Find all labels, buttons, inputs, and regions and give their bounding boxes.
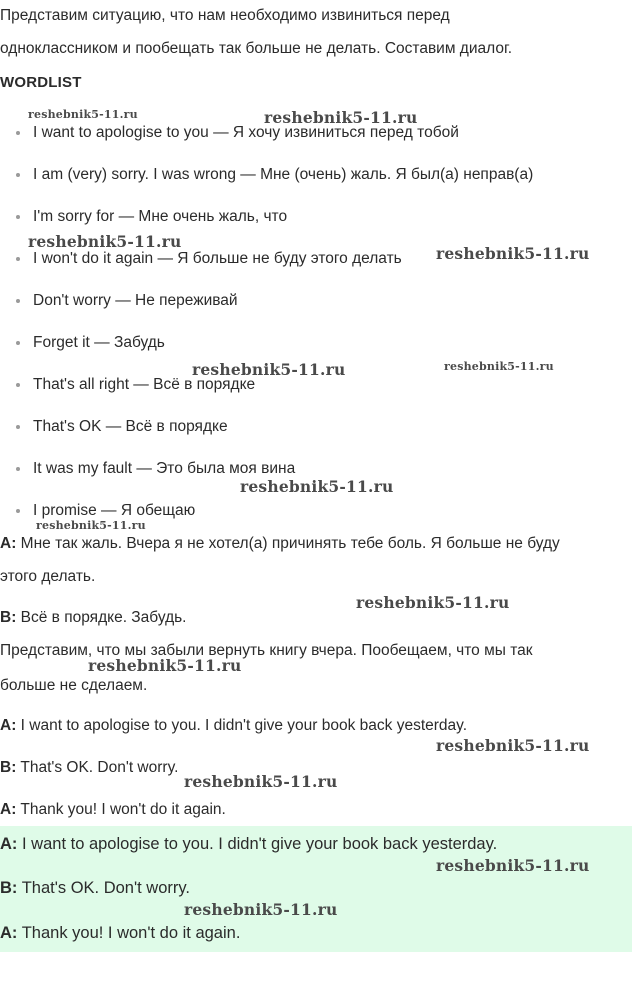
list-item: I want to apologise to you — Я хочу извиниться перед тобой: [33, 124, 459, 141]
answer-line: [0, 924, 240, 943]
speaker-label: A:: [0, 924, 18, 942]
dialog-text: That's OK. Don't worry.: [17, 879, 190, 897]
dialog2-line: [0, 717, 467, 735]
bullet-icon: [16, 425, 20, 429]
dialog1-a-line-1: [0, 535, 560, 553]
speaker-label: B:: [0, 759, 17, 776]
speaker-label: A:: [0, 801, 17, 818]
bullet-icon: [16, 467, 20, 471]
intro2-line-1: Представим, что мы забыли вернуть книгу вчера. Пообещаем, что мы так: [0, 642, 533, 659]
watermark: reshebnik5-11.ru: [240, 477, 394, 496]
intro-line-2: одноклассником и пообещать так больше не делать. Составим диалог.: [0, 40, 513, 57]
bullet-icon: [16, 383, 20, 387]
speaker-label: B:: [0, 879, 18, 897]
watermark: reshebnik5-11.ru: [192, 360, 346, 379]
speaker-label: A:: [0, 535, 17, 552]
list-item: I am (very) sorry. I was wrong — Мне (очень) жаль. Я был(а) неправ(а): [33, 166, 534, 183]
answer-box: [0, 826, 632, 952]
watermark: reshebnik5-11.ru: [356, 593, 510, 612]
list-item: I promise — Я обещаю: [33, 502, 196, 519]
speaker-label: A:: [0, 717, 17, 734]
dialog-text: Всё в порядке. Забудь.: [16, 609, 187, 626]
dialog-text: Мне так жаль. Вчера я не хотел(а) причинять тебе боль. Я больше не буду: [16, 535, 560, 552]
watermark: reshebnik5-11.ru: [28, 232, 182, 251]
dialog-text: Thank you! I won't do it again.: [17, 924, 241, 942]
watermark: reshebnik5-11.ru: [28, 108, 138, 121]
list-item: That's OK — Всё в порядке: [33, 418, 228, 435]
dialog-text: I want to apologise to you. I didn't give your book back yesterday.: [17, 835, 498, 853]
list-item: It was my fault — Это была моя вина: [33, 460, 296, 477]
dialog2-line: [0, 759, 178, 777]
watermark: reshebnik5-11.ru: [436, 736, 590, 755]
list-item: Don't worry — Не переживай: [33, 292, 238, 309]
answer-line: [0, 879, 190, 898]
bullet-icon: [16, 257, 20, 261]
answer-line: [0, 835, 497, 854]
list-item: Forget it — Забудь: [33, 334, 165, 351]
speaker-label: B:: [0, 609, 17, 626]
list-item: I'm sorry for — Мне очень жаль, что: [33, 208, 288, 225]
dialog-text: I want to apologise to you. I didn't give your book back yesterday.: [16, 717, 468, 734]
watermark: reshebnik5-11.ru: [88, 656, 242, 675]
list-item: That's all right — Всё в порядке: [33, 376, 256, 393]
bullet-icon: [16, 131, 20, 135]
watermark: reshebnik5-11.ru: [36, 519, 146, 532]
speaker-label: A:: [0, 835, 18, 853]
dialog-text: Thank you! I won't do it again.: [16, 801, 226, 818]
dialog-text: That's OK. Don't worry.: [16, 759, 179, 776]
bullet-icon: [16, 509, 20, 513]
watermark: reshebnik5-11.ru: [184, 900, 338, 919]
intro2-line-2: больше не сделаем.: [0, 677, 148, 694]
bullet-icon: [16, 215, 20, 219]
dialog2-line: [0, 801, 226, 819]
watermark: reshebnik5-11.ru: [444, 360, 554, 373]
bullet-icon: [16, 173, 20, 177]
dialog1-a-line-2: этого делать.: [0, 568, 96, 585]
bullet-icon: [16, 299, 20, 303]
wordlist-heading: WORDLIST: [0, 74, 82, 91]
list-item: I won't do it again — Я больше не буду этого делать: [33, 250, 402, 267]
watermark: reshebnik5-11.ru: [184, 772, 338, 791]
watermark: reshebnik5-11.ru: [436, 856, 590, 875]
watermark: reshebnik5-11.ru: [264, 108, 418, 127]
dialog1-b-line: [0, 609, 187, 627]
watermark: reshebnik5-11.ru: [436, 244, 590, 263]
bullet-icon: [16, 341, 20, 345]
intro-line-1: Представим ситуацию, что нам необходимо извиниться перед: [0, 7, 450, 24]
